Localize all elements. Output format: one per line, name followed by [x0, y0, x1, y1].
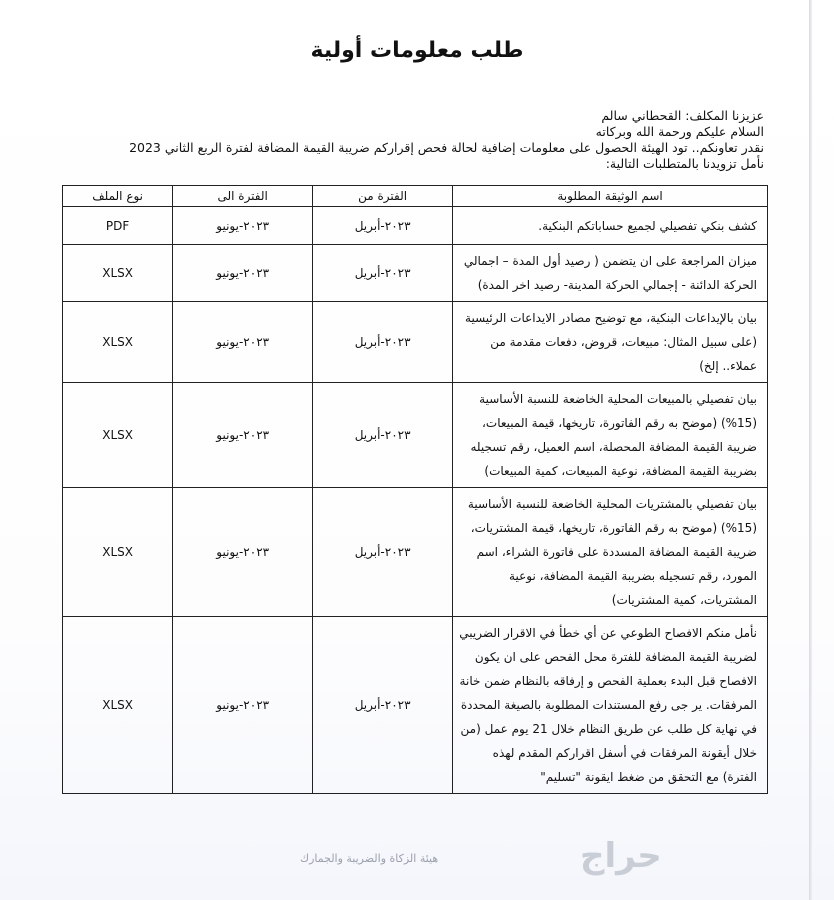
greeting-line: عزيزنا المكلف: القحطاني سالم: [601, 108, 764, 123]
header-type: نوع الملف: [63, 186, 173, 207]
row-type: XLSX: [63, 617, 173, 794]
intro-block: [64, 108, 764, 172]
header-to: الفترة الى: [173, 186, 313, 207]
row-doc: بيان تفصيلي بالمبيعات المحلية الخاضعة للنسبة الأساسية (15%) (موضح به رقم الفاتورة، تاريخها، قيمة المبيعات، ضريبة القيمة المضافة المحصلة، اسم العميل، رقم تسجيله بضريبة القيمة المضافة، نوعية المبيعات، كمية المبيعات): [453, 383, 768, 488]
row-from: ٢٠٢٣-أبريل: [313, 302, 453, 383]
row-from: ٢٠٢٣-أبريل: [313, 207, 453, 245]
row-to: ٢٠٢٣-يونيو: [173, 617, 313, 794]
row-to: ٢٠٢٣-يونيو: [173, 383, 313, 488]
table-row: [63, 617, 768, 794]
requirements-table: [62, 185, 768, 794]
row-from: ٢٠٢٣-أبريل: [313, 488, 453, 617]
page-edge: [809, 0, 812, 900]
ask-line: نأمل تزويدنا بالمتطلبات التالية:: [605, 156, 764, 171]
table-row: [63, 207, 768, 245]
request-line: نقدر تعاونكم.. تود الهيئة الحصول على معلومات إضافية لحالة فحص إقراركم ضريبة القيمة المضافة لفترة الربع الثاني 2023: [129, 140, 764, 155]
row-type: XLSX: [63, 488, 173, 617]
row-from: ٢٠٢٣-أبريل: [313, 383, 453, 488]
row-to: ٢٠٢٣-يونيو: [173, 302, 313, 383]
authority-name: هيئة الزكاة والضريبة والجمارك: [300, 852, 439, 865]
row-doc: بيان تفصيلي بالمشتريات المحلية الخاضعة للنسبة الأساسية (15%) (موضح به رقم الفاتورة، تاريخها، قيمة المشتريات، ضريبة القيمة المضافة المسددة على فاتورة الشراء، اسم المورد، رقم تسجيله بضريبة القيمة المضافة، نوعية المشتريات، كمية المشتريات): [453, 488, 768, 617]
row-doc: نأمل منكم الافصاح الطوعي عن أي خطأ في الاقرار الضريبي لضريبة القيمة المضافة للفترة محل الفحص على ان يكون الافصاح قبل البدء بعملية الفحص و إرفاقه بالنظام ضمن خانة المرفقات. ير جى رفع المستندات المطلوبة بالصيغة المحددة في نهاية كل طلب عن طريق النظام خلال 21 يوم عمل (من خلال أيقونة المرفقات في أسفل اقراركم المقدم لهذه الفترة) مع التحقق من ضغط ايقونة "تسليم": [453, 617, 768, 794]
row-type: XLSX: [63, 245, 173, 302]
page-title: طلب معلومات أولية: [310, 38, 524, 63]
row-to: ٢٠٢٣-يونيو: [173, 245, 313, 302]
row-doc: بيان بالإيداعات البنكية، مع توضيح مصادر الايداعات الرئيسية (على سبيل المثال: مبيعات، قروض، دفعات مقدمة من عملاء.. إلخ): [453, 302, 768, 383]
row-doc: ميزان المراجعة على ان يتضمن ( رصيد أول المدة – اجمالي الحركة الدائنة - إجمالي الحركة المدينة- رصيد اخر المدة): [453, 245, 768, 302]
footer-watermark: [300, 836, 820, 890]
salutation-line: السلام عليكم ورحمة الله وبركاته: [595, 124, 764, 139]
header-from: الفترة من: [313, 186, 453, 207]
haraj-watermark-logo: حراج: [580, 836, 662, 876]
table-row: [63, 488, 768, 617]
row-type: PDF: [63, 207, 173, 245]
table-header-row: [63, 186, 768, 207]
row-to: ٢٠٢٣-يونيو: [173, 207, 313, 245]
row-type: XLSX: [63, 383, 173, 488]
row-to: ٢٠٢٣-يونيو: [173, 488, 313, 617]
table-row: [63, 383, 768, 488]
row-doc: كشف بنكي تفصيلي لجميع حساباتكم البنكية.: [453, 207, 768, 245]
header-doc: اسم الوثيقة المطلوبة: [453, 186, 768, 207]
row-type: XLSX: [63, 302, 173, 383]
table-row: [63, 302, 768, 383]
table-row: [63, 245, 768, 302]
row-from: ٢٠٢٣-أبريل: [313, 245, 453, 302]
row-from: ٢٠٢٣-أبريل: [313, 617, 453, 794]
